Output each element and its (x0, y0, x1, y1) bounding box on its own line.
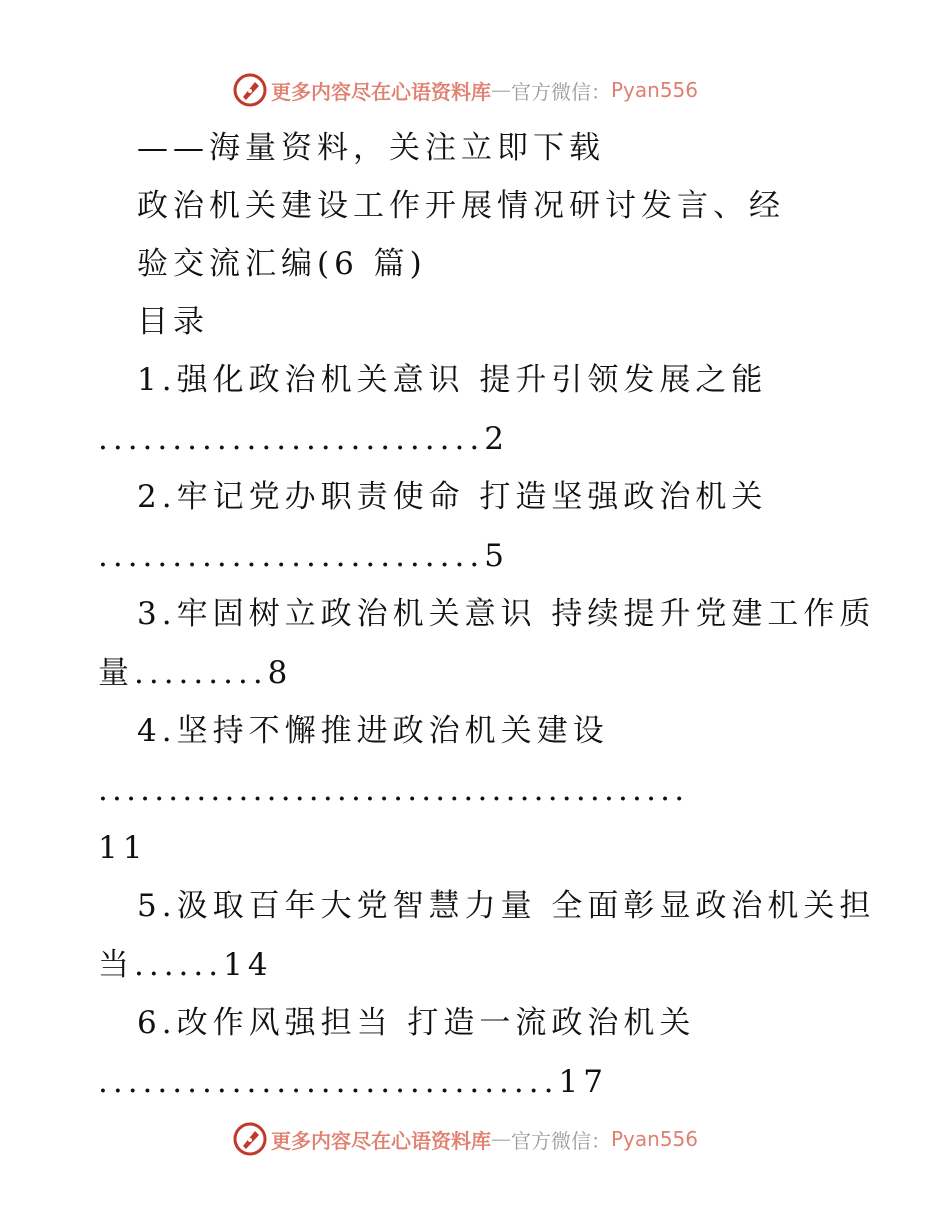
header-banner (233, 72, 698, 108)
banner-wechat-label: 官方微信： (511, 1128, 611, 1153)
toc-entry-leader: 当......14 (98, 947, 273, 983)
toc-entry-title[interactable]: 6.改作风强担当 打造一流政治机关 (137, 1005, 696, 1041)
banner-wechat-id: Pyan556 (611, 78, 699, 102)
toc-entry-page: 11 (98, 830, 148, 866)
toc-entry-leader: 量.........8 (98, 655, 293, 691)
toc-entry-leader: .......................................... (98, 772, 689, 808)
toc-entry-leader: ..........................2 (98, 421, 509, 457)
toc-entry-leader: ..........................5 (98, 538, 509, 574)
toc-heading: 目录 (137, 304, 209, 340)
toc-entry-title[interactable]: 5.汲取百年大党智慧力量 全面彰显政治机关担 (137, 888, 876, 924)
pen-nib-logo-icon (233, 73, 267, 107)
footer-banner (233, 1121, 698, 1157)
tagline: ——海量资料，关注立即下载 (137, 130, 605, 166)
banner-separator: — (491, 1127, 511, 1151)
toc-entry-title[interactable]: 3.牢固树立政治机关意识 持续提升党建工作质 (137, 596, 876, 632)
banner-wechat-label: 官方微信： (511, 79, 611, 104)
pen-nib-logo-icon (233, 1122, 267, 1156)
toc-entry-leader: ...............................17 (98, 1064, 608, 1100)
toc-entry-title[interactable]: 2.牢记党办职责使命 打造坚强政治机关 (137, 479, 768, 515)
banner-main-text: 更多内容尽在心语资料库 (271, 1128, 491, 1153)
document-title-line-1: 政治机关建设工作开展情况研讨发言、经 (137, 188, 785, 224)
banner-separator: — (491, 78, 511, 102)
banner-wechat-id: Pyan556 (611, 1127, 699, 1151)
toc-entry-title[interactable]: 4.坚持不懈推进政治机关建设 (137, 713, 609, 749)
banner-main-text: 更多内容尽在心语资料库 (271, 79, 491, 104)
toc-entry-title[interactable]: 1.强化政治机关意识 提升引领发展之能 (137, 362, 768, 398)
document-title-line-2: 验交流汇编(6 篇) (137, 246, 427, 282)
